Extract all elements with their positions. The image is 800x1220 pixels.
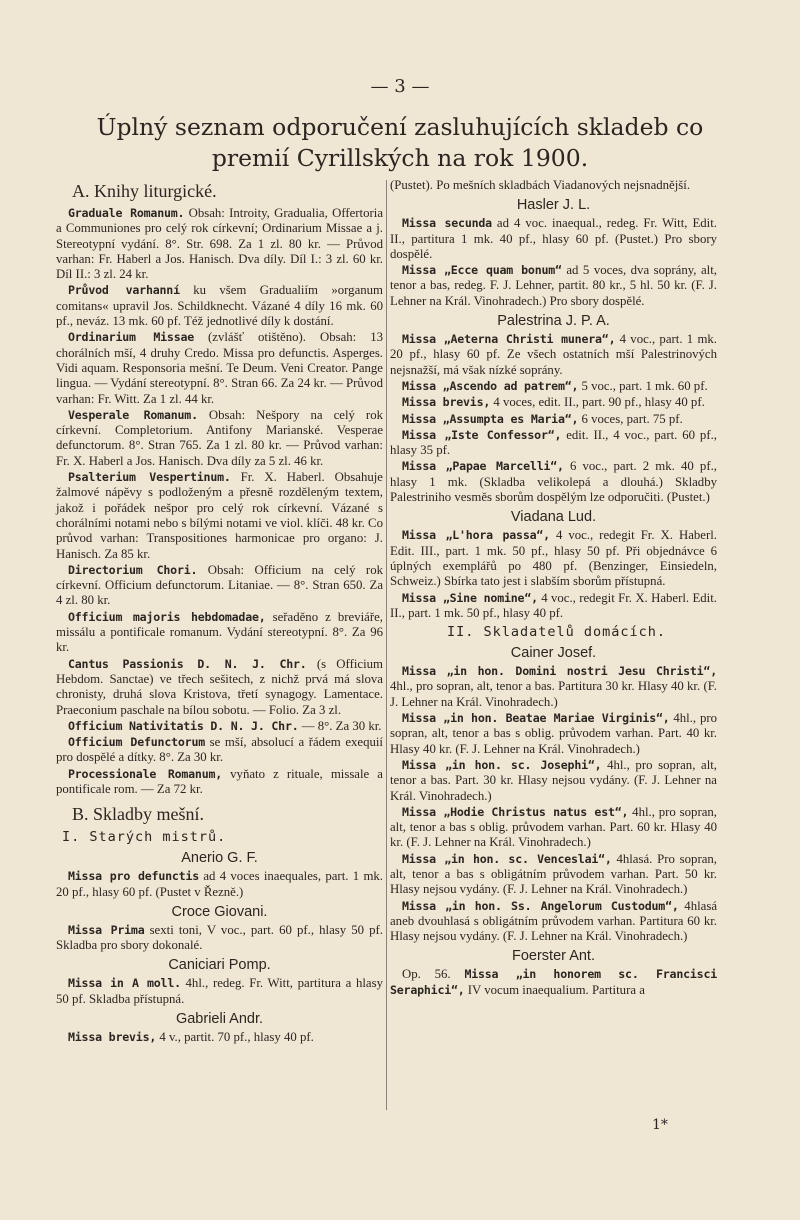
composers-right-list-b bbox=[390, 644, 717, 998]
catalog-entry bbox=[390, 216, 717, 262]
catalog-entry bbox=[56, 767, 383, 798]
catalog-entry bbox=[390, 332, 717, 378]
catalog-entry bbox=[56, 735, 383, 766]
catalog-entry bbox=[56, 976, 383, 1007]
composer-heading: Gabrieli Andr. bbox=[175, 1011, 264, 1028]
entry-title: Missa „Hodie Christus natus est“, bbox=[402, 804, 629, 819]
continuation-text: (Pustet). Po mešních skladbách Viadanových nejsnadnější. bbox=[390, 178, 691, 192]
catalog-entry bbox=[56, 283, 383, 329]
entry-title: Průvod varhanní bbox=[68, 283, 180, 298]
catalog-entry bbox=[390, 664, 717, 710]
entry-title: Missa „Ascendo ad patrem“, bbox=[402, 378, 579, 393]
catalog-entry bbox=[390, 412, 717, 427]
catalog-entry bbox=[390, 852, 717, 898]
entry-title: Missa „L'hora passa“, bbox=[402, 528, 550, 543]
composer-heading: Hasler J. L. bbox=[516, 197, 591, 214]
entry-description: vyňato z rituale, missale a pontificale rom. — Za 72 kr. bbox=[56, 766, 383, 796]
entry-description: Obsah: Introity, Gradualia, Offertoria a Communiones pro celý rok církevní; Ordinarium Missae a j. Stereotypní vydání. 8°. Str. 698. Za 1 zl. 80 kr. — Průvod varhan: Fr. Haberl a Jos. Hanisch. Dva díly. Díl I.: 3 zl. 60 kr. Díl II.: 3 zl. 24 kr. bbox=[56, 206, 383, 282]
catalog-entry bbox=[390, 428, 717, 459]
entry-title: Missa brevis, bbox=[402, 395, 491, 410]
entry-title: Missa „Iste Confessor“, bbox=[402, 427, 562, 442]
entry-description: 4hlasá aneb dvouhlasá s obligátním průvodem varhan. Partitura 60 kr. Hlasy nejsou vydány. (F. J. Lehner na Král. Vinohradech.) bbox=[390, 898, 717, 944]
composer-heading: Croce Giovani. bbox=[171, 903, 268, 920]
entry-description: (s Officium Hebdom. Sanctae) ve třech sešitech, z nichž prvá má slova chronisty, druhá slova Kristova, třetí synagogy. Lamentace. Praeconium paschale na bílou sobotu. — Folio. Za 3 zl. bbox=[56, 656, 383, 717]
catalog-entry bbox=[56, 563, 383, 609]
catalog-entry bbox=[56, 869, 383, 900]
entry-title: Officium majoris hebdomadae, bbox=[68, 609, 266, 624]
catalog-entry bbox=[56, 470, 383, 562]
catalog-entry bbox=[390, 459, 717, 505]
entry-title: Cantus Passionis D. N. J. Chr. bbox=[68, 656, 307, 671]
entry-title: Missa „in hon. Ss. Angelorum Custodum“, bbox=[402, 898, 679, 913]
entry-description: Fr. X. Haberl. Obsahuje žalmové nápěvy s podloženým a přesně rozděleným textem, jakož i pořádek nešpor pro celý rok církevní. Vázané s chorálními notami nebo s bílými notami ve viol. klíči. 48 kr. Co průvod varhan: Transpositiones harmonicae pro organo: J. Hanisch. Za 85 kr. bbox=[56, 470, 383, 561]
entry-title: Missa „in honorem sc. Francisci Seraphici“, bbox=[390, 967, 718, 997]
entry-description: se mší, absolucí a řádem exequií pro dospělé a dítky. 8°. Za 30 kr. bbox=[56, 735, 383, 765]
entry-description: 4 voc., redegit Fr. X. Haberl. Edit. II., part. 1 mk. 50 pf., hlasy 40 pf. bbox=[390, 590, 717, 620]
composer-heading: Foerster Ant. bbox=[511, 948, 595, 965]
catalog-entry bbox=[56, 408, 383, 469]
entry-description: 6 voces, part. 75 pf. bbox=[578, 411, 683, 426]
entry-title: Missa „in hon. Beatae Mariae Virginis“, bbox=[402, 711, 670, 726]
entry-description: 4 voces, edit. II., part. 90 pf., hlasy 40 pf. bbox=[490, 395, 705, 410]
right-column bbox=[390, 178, 717, 999]
composer-heading: Palestrina J. P. A. bbox=[497, 313, 610, 330]
left-column bbox=[56, 178, 383, 1046]
entry-title: Directorium Chori. bbox=[68, 562, 198, 577]
catalog-entry bbox=[56, 657, 383, 718]
entry-description: sexti toni, V voc., part. 60 pf., hlasy 50 pf. Skladba pro sbory dokonalé. bbox=[56, 922, 383, 953]
entry-title: Missa „in hon. sc. Venceslai“, bbox=[402, 851, 612, 866]
catalog-entry bbox=[56, 330, 383, 406]
entry-title: Officium Nativitatis D. N. J. Chr. bbox=[68, 718, 299, 733]
entry-description: 4hl., pro sopran, alt, tenor a bas. Partitura 30 kr. Hlasy 40 kr. (F. J. Lehner na Král. Vinohradech.) bbox=[390, 679, 717, 709]
entry-title: Vesperale Romanum. bbox=[68, 407, 198, 422]
entry-title: Missa „Papae Marcelli“, bbox=[402, 459, 564, 474]
entry-description: ad 5 voces, dva soprány, alt, tenor a bas, redeg. F. J. Lehner, partit. 80 kr., 5 hl. 50 kr. (F. J. Lehner na Král. Vinohradech.) Pro sbory dospělé. bbox=[390, 263, 717, 308]
entry-description: 4hl., pro sopran, alt, tenor a bas s oblig. průvodem varhan. Part. 60 kr. Hlasy 40 kr. (F. J. Lehner na Král. Vinohradech.) bbox=[390, 804, 717, 850]
entry-description: ad 4 voces inaequales, part. 1 mk. 20 pf., hlasy 60 pf. (Pustet v Řezně.) bbox=[56, 869, 383, 899]
entry-title: Officium Defunctorum bbox=[68, 735, 206, 750]
entry-title: Missa secunda bbox=[402, 216, 492, 231]
entry-description: 4hl., pro sopran, alt, tenor a bas s oblig. průvodem varhan. Part. 40 kr. Hlasy 40 kr. (F. J. Lehner na Král. Vinohradech.) bbox=[390, 711, 717, 756]
entry-description: seřaděno z breviáře, missálu a pontificale romanum. Vydání stereotypní. 8°. Za 96 kr. bbox=[56, 609, 383, 655]
catalog-entry bbox=[56, 610, 383, 656]
entry-description: 4 v., partit. 70 pf., hlasy 40 pf. bbox=[156, 1030, 314, 1045]
liturgical-books-list bbox=[56, 206, 383, 797]
entry-title: Missa „in hon. sc. Josephi“, bbox=[402, 757, 602, 772]
entry-title: Missa „Sine nomine“, bbox=[402, 590, 538, 605]
entry-title: Processionale Romanum, bbox=[68, 766, 223, 781]
entry-title: Missa brevis, bbox=[68, 1030, 157, 1045]
entry-description: 4 voc., redegit Fr. X. Haberl. Edit. III., part. 1 mk. 50 pf., hlasy 50 pf. Při objednávce 6 úplných exemplářů po 480 pf. (Benzinger, Einsiedeln, Schweiz.) Sbírka tato jest i slabším sborům přístupná. bbox=[390, 528, 717, 589]
entry-title: Missa „Ecce quam bonum“ bbox=[402, 263, 562, 278]
catalog-entry bbox=[390, 591, 717, 622]
catalog-entry bbox=[390, 805, 717, 851]
entry-title: Missa Prima bbox=[68, 922, 145, 937]
entry-title: Missa in A moll. bbox=[68, 976, 181, 991]
entry-description: 4hlasá. Pro sopran, alt, tenor a bas s obligátním průvodem varhan. Part. 50 kr. Hlasy nejsou vydány. (F. J. Lehner na Král. Vinohradech.) bbox=[390, 851, 717, 897]
entry-description: Obsah: Officium na celý rok církevní. Officium defunctorum. Litaniae. — 8°. Stran 650. Za 4 zl. 80 kr. bbox=[56, 562, 383, 608]
entry-title: Missa „Assumpta es Maria“, bbox=[402, 411, 579, 426]
catalog-entry bbox=[56, 923, 383, 954]
catalog-entry bbox=[390, 758, 717, 804]
entry-description: (zvlášť otištěno). Obsah: 13 chorálních mší, 4 druhy Credo. Missa pro defunctis. Asperges. Vidi aquam. Responsoria mešní. Te Deum. Veni Creator. Pange lingua. — Vydání stereotypní. 8°. Stran 66. Za 24 kr. — Průvod varhan: Fr. Witt. Za 1 zl. 44 kr. bbox=[56, 330, 383, 406]
entry-title: Psalterium Vespertinum. bbox=[68, 470, 231, 485]
entry-description: edit. II., 4 voc., part. 60 pf., hlasy 35 pf. bbox=[390, 427, 717, 458]
signature-mark: 1* bbox=[652, 1117, 668, 1133]
section-a-heading: A. Knihy liturgické. bbox=[72, 181, 217, 201]
catalog-entry bbox=[56, 1030, 383, 1045]
composers-right-list-a bbox=[390, 196, 717, 621]
section-b-heading: B. Skladby mešní. bbox=[72, 804, 205, 825]
catalog-entry bbox=[390, 379, 717, 394]
catalog-entry bbox=[390, 395, 717, 410]
entry-description: ku všem Gradualiím »organum comitans« upravil Jos. Schildknecht. Vázané 4 díly 16 mk. 60 pf., neváz. 13 mk. 60 pf. Též jednotlivé díly k dostání. bbox=[56, 283, 384, 329]
subsection-old-masters: I. Starých mistrů. bbox=[62, 829, 227, 846]
catalog-entry bbox=[390, 899, 717, 945]
entry-title: Missa pro defunctis bbox=[68, 869, 200, 884]
catalog-entry bbox=[390, 967, 717, 998]
subsection-domestic-composers: II. Skladatelů domácích. bbox=[446, 624, 667, 641]
entry-title: Missa „in hon. Domini nostri Jesu Christi“, bbox=[402, 664, 717, 679]
entry-description: ad 4 voc. inaequal., redeg. Fr. Witt, Edit. II., partitura 1 mk. 40 pf., hlasy 60 pf. (Pustet.) Pro sbory dospělé. bbox=[390, 216, 717, 261]
composer-heading: Cainer Josef. bbox=[510, 645, 597, 662]
entry-description: 6 voc., part. 2 mk. 40 pf., hlasy 1 mk. (Skladba velikolepá a dlouhá.) Skladby Palestriniho vesměs sborům dospělým lze odporučiti. (Pustet.) bbox=[390, 459, 717, 505]
catalog-entry bbox=[390, 263, 717, 309]
entry-prefix: Op. 56. bbox=[402, 967, 465, 982]
entry-description: — 8°. Za 30 kr. bbox=[298, 718, 382, 733]
entry-description: 5 voc., part. 1 mk. 60 pf. bbox=[578, 378, 708, 393]
composer-heading: Caniciari Pomp. bbox=[168, 957, 271, 974]
catalog-entry bbox=[56, 206, 383, 282]
entry-description: 4 voc., part. 1 mk. 20 pf., hlasy 60 pf. Ze všech ostatních mší Palestrinových nejsnažší, má však nízké soprány. bbox=[390, 332, 717, 377]
entry-description: 4hl., redeg. Fr. Witt, partitura a hlasy 50 pf. Skladba přístupná. bbox=[56, 976, 383, 1006]
page-number: — 3 — bbox=[370, 76, 430, 97]
catalog-entry bbox=[56, 719, 383, 734]
entry-title: Missa „Aeterna Christi munera“, bbox=[402, 332, 616, 347]
catalog-entry bbox=[390, 528, 717, 589]
composers-left-list bbox=[56, 849, 383, 1045]
entry-title: Ordinarium Missae bbox=[68, 330, 195, 345]
entry-description: IV vocum inaequalium. Partitura a bbox=[464, 982, 645, 997]
composer-heading: Viadana Lud. bbox=[510, 509, 597, 526]
entry-description: Obsah: Nešpory na celý rok církevní. Completorium. Antifony Marianské. Vesperae defunctorum. 8°. Stran 765. Za 1 zl. 80 kr. — Průvod varhan: Fr. X. Haberl a Jos. Hanisch. Dva díly za 5 zl. 46 kr. bbox=[56, 407, 383, 468]
catalog-entry bbox=[390, 711, 717, 757]
composer-heading: Anerio G. F. bbox=[181, 850, 258, 867]
entry-title: Graduale Romanum. bbox=[68, 206, 185, 220]
column-divider bbox=[386, 180, 387, 1110]
entry-description: 4hl., pro sopran, alt, tenor a bas. Part. 30 kr. Hlasy nejsou vydány. (F. J. Lehner na Král. Vinohradech.) bbox=[390, 757, 717, 803]
page-title: Úplný seznam odporučení zasluhujících skladeb co premií Cyrillských na rok 1900. bbox=[96, 113, 704, 172]
